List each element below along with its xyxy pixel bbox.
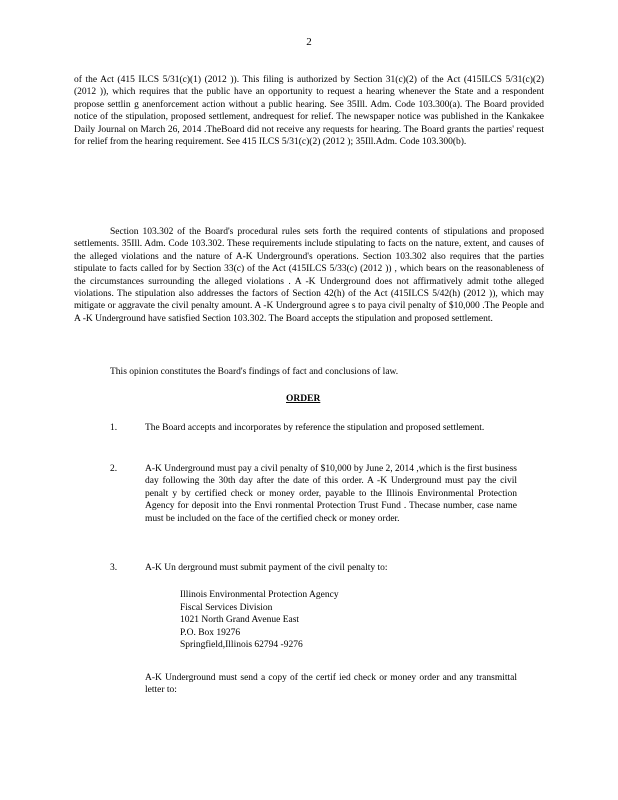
address-line: Fiscal Services Division bbox=[180, 602, 273, 613]
filing-paragraph: of the Act (415 ILCS 5/31(c)(1) (2012 )). This filing is authorized by Section 31(c)(2) of the Act (415ILCS 5/31(c)(2) (2012 )), which requires that the public have an opportunity to request a hearing whenever the State and a respondent propose settlin g anenforcement action without a public hearing. See 35Ill. Adm. Code 103.300(a). The Board provided notice of the stipulation, proposed settlement, andrequest for relief. The newspaper notice was published in the Kankakee Daily Journal on March 26, 2014 .TheBoard did not receive any requests for hearing. The Board grants the parties' request for relief from the hearing requirement. See 415 ILCS 5/31(c)(2) (2012 ); 35Ill.Adm. Code 103.300(b). bbox=[74, 75, 544, 148]
order-item-text: A-K Underground must pay a civil penalty of $10,000 by June 2, 2014 ,which is the first business day following the 30th day after the date of this order. A -K Underground must pay the civil penalt y by certified check or money order, payable to the Illinois Environmental Protection Agency for deposit into the Envi ronmental Protection Trust Fund . Thecase number, case name must be included on the face of the certified check or money order. bbox=[145, 464, 517, 524]
address-line: 1021 North Grand Avenue East bbox=[180, 615, 300, 626]
address-line: P.O. Box 19276 bbox=[180, 627, 241, 638]
order-item-text: The Board accepts and incorporates by reference the stipulation and proposed settlement. bbox=[145, 423, 485, 433]
order-item-number: 1. bbox=[110, 423, 118, 433]
address-line: Springfield,Illinois 62794 -9276 bbox=[180, 640, 303, 651]
order-heading: ORDER bbox=[286, 394, 321, 404]
page-number: 2 bbox=[306, 36, 312, 48]
address-line: Illinois Environmental Protection Agency bbox=[180, 590, 339, 600]
order-item-number: 2. bbox=[110, 464, 118, 474]
order-item-number: 3. bbox=[110, 563, 118, 573]
payment-address bbox=[180, 589, 339, 652]
copy-instruction: A-K Underground must send a copy of the certif ied check or money order and any transmittal letter to: bbox=[145, 673, 517, 696]
findings-paragraph: This opinion constitutes the Board's findings of fact and conclusions of law. bbox=[110, 367, 399, 377]
procedural-rules-paragraph: Section 103.302 of the Board's procedural rules sets forth the required contents of stipulations and proposed settlements. 35Ill. Adm. Code 103.302. These requirements include stipulating to facts on the nature, extent, and causes of the alleged violations and the nature of A-K Underground's operations. Section 103.302 also requires that the parties stipulate to facts called for by Section 33(c) of the Act (415ILCS 5/33(c) (2012 )) , which bears on the reasonableness of the circumstances surrounding the alleged violations . A -K Underground does not affirmatively admit tothe alleged violations. The stipulation also addresses the factors of Section 42(h) of the Act (415ILCS 5/42(h) (2012 )), which may mitigate or aggravate the civil penalty amount. A -K Underground agree s to paya civil penalty of $10,000 .The People and A -K Underground have satisfied Section 103.302. The Board accepts the stipulation and proposed settlement. bbox=[74, 227, 544, 324]
order-item-text: A-K Un derground must submit payment of the civil penalty to: bbox=[145, 563, 388, 573]
